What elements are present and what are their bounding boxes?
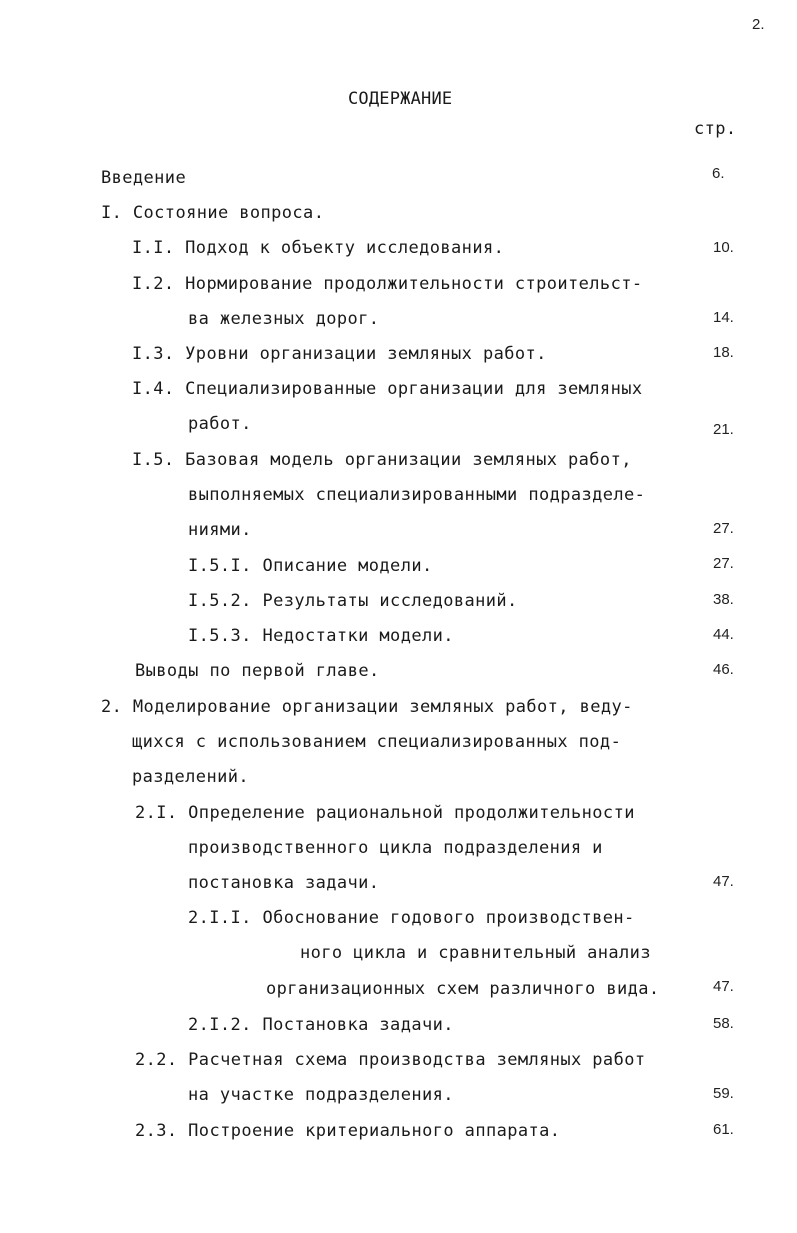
toc-entry: 2.I. Определение рациональной продолжительности bbox=[135, 803, 635, 823]
toc-page: 47. bbox=[713, 978, 734, 995]
toc-page: 6. bbox=[712, 165, 725, 182]
toc-entry: щихся с использованием специализированных под- bbox=[132, 732, 622, 752]
toc-entry: 2.2. Расчетная схема производства земляных работ bbox=[135, 1050, 646, 1070]
toc-page: 44. bbox=[713, 626, 734, 643]
toc-page: 18. bbox=[713, 344, 734, 361]
toc-page: 47. bbox=[713, 873, 734, 890]
toc-entry: Выводы по первой главе. bbox=[135, 661, 380, 681]
toc-page: 38. bbox=[713, 591, 734, 608]
page-number: 2. bbox=[752, 16, 765, 33]
toc-entry: I.5.I. Описание модели. bbox=[188, 556, 433, 576]
toc-entry: 2.3. Построение критериального аппарата. bbox=[135, 1121, 561, 1141]
toc-entry: производственного цикла подразделения и bbox=[188, 838, 603, 858]
toc-entry: I.2. Нормирование продолжительности строительст- bbox=[132, 274, 643, 294]
toc-entry: постановка задачи. bbox=[188, 873, 380, 893]
toc-entry: I.5. Базовая модель организации земляных работ, bbox=[132, 450, 632, 470]
toc-page: 61. bbox=[713, 1121, 734, 1138]
toc-entry: ниями. bbox=[188, 520, 252, 540]
toc-entry: Введение bbox=[101, 168, 187, 188]
toc-entry: 2.I.2. Постановка задачи. bbox=[188, 1015, 454, 1035]
page-title: СОДЕРЖАНИЕ bbox=[348, 89, 453, 109]
toc-page: 14. bbox=[713, 309, 734, 326]
toc-entry: I.3. Уровни организации земляных работ. bbox=[132, 344, 547, 364]
toc-page: 58. bbox=[713, 1015, 734, 1032]
toc-entry: 2. Моделирование организации земляных работ, веду- bbox=[101, 697, 633, 717]
toc-entry: ва железных дорог. bbox=[188, 309, 380, 329]
toc-page: 27. bbox=[713, 555, 734, 572]
toc-entry: работ. bbox=[188, 414, 252, 434]
toc-page: 21. bbox=[713, 421, 734, 438]
page-column-label: стр. bbox=[694, 119, 737, 139]
toc-entry: I.4. Специализированные организации для земляных bbox=[132, 379, 643, 399]
toc-page: 27. bbox=[713, 520, 734, 537]
toc-entry: организационных схем различного вида. bbox=[266, 979, 660, 999]
toc-page: 59. bbox=[713, 1085, 734, 1102]
toc-entry: I.5.3. Недостатки модели. bbox=[188, 626, 454, 646]
toc-page: 10. bbox=[713, 239, 734, 256]
toc-entry: на участке подразделения. bbox=[188, 1085, 454, 1105]
toc-entry: I.I. Подход к объекту исследования. bbox=[132, 238, 505, 258]
toc-entry: разделений. bbox=[132, 767, 249, 787]
toc-entry: I. Состояние вопроса. bbox=[101, 203, 325, 223]
toc-entry: 2.I.I. Обоснование годового производствен- bbox=[188, 908, 635, 928]
toc-entry: I.5.2. Результаты исследований. bbox=[188, 591, 518, 611]
toc-entry: выполняемых специализированными подразделе- bbox=[188, 485, 646, 505]
toc-page: 46. bbox=[713, 661, 734, 678]
toc-entry: ного цикла и сравнительный анализ bbox=[300, 943, 651, 963]
